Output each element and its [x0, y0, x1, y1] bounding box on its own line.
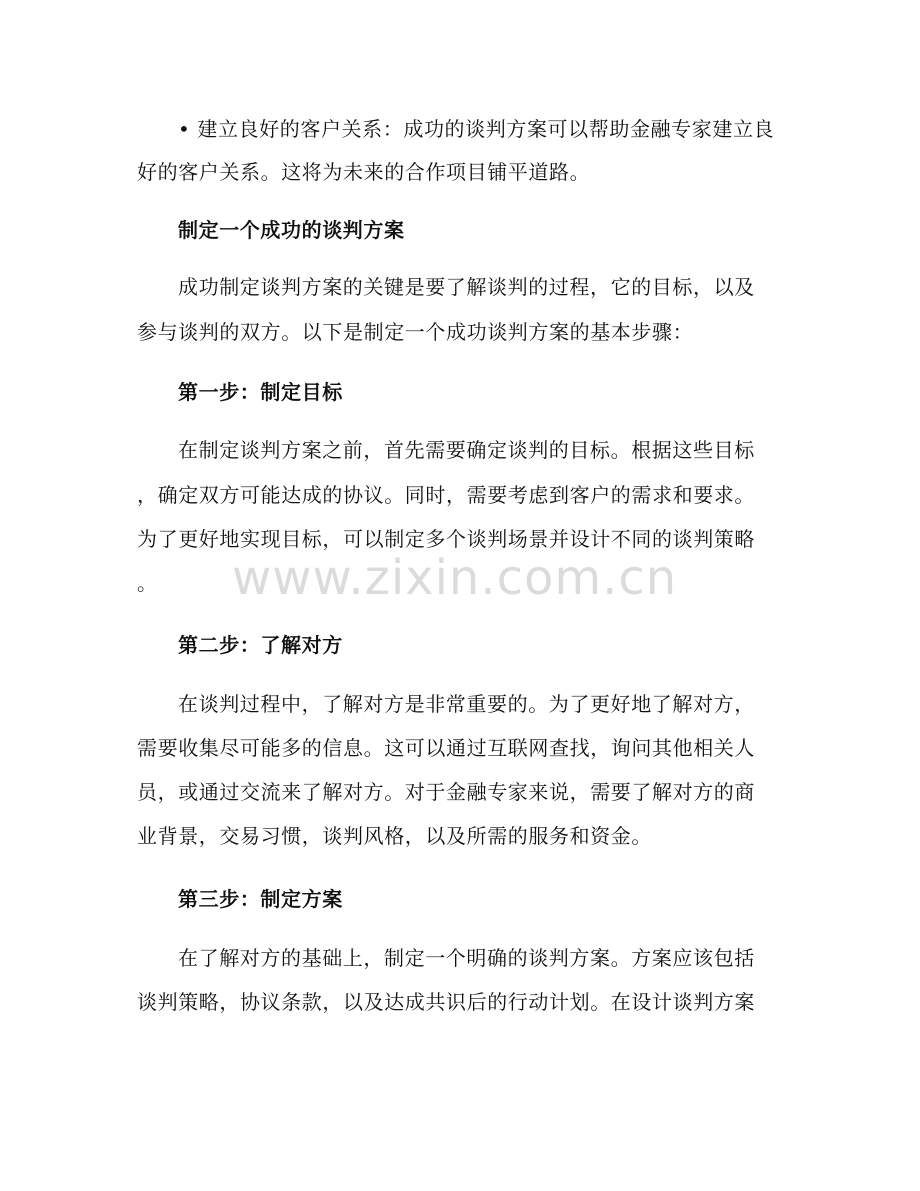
paragraph-line: 。	[137, 571, 158, 595]
paragraph-line: 成功制定谈判方案的关键是要了解谈判的过程，它的目标，以及	[178, 275, 755, 299]
paragraph-line: 在谈判过程中，了解对方是非常重要的。为了更好地了解对方，	[178, 692, 755, 716]
paragraph-line: 谈判策略，协议条款，以及达成共识后的行动计划。在设计谈判方案	[137, 990, 755, 1014]
paragraph-line: 需要收集尽可能多的信息。这可以通过互联网查找，询问其他相关人	[137, 736, 755, 760]
step-heading-1: 第一步：制定目标	[178, 380, 343, 404]
bullet-line-1: • 建立良好的客户关系：成功的谈判方案可以帮助金融专家建立良	[178, 117, 775, 141]
watermark: www.zixin.com.cn	[232, 550, 678, 606]
paragraph-line: 为了更好地实现目标，可以制定多个谈判场景并设计不同的谈判策略	[137, 527, 755, 551]
paragraph-line: 员，或通过交流来了解对方。对于金融专家来说，需要了解对方的商	[137, 780, 755, 804]
paragraph-line: 参与谈判的双方。以下是制定一个成功谈判方案的基本步骤：	[137, 320, 694, 344]
step-heading-3: 第三步：制定方案	[178, 887, 343, 911]
section-heading: 制定一个成功的谈判方案	[178, 218, 405, 242]
paragraph-line: ，确定双方可能达成的协议。同时，需要考虑到客户的需求和要求。	[137, 483, 755, 507]
paragraph-line: 好的客户关系。这将为未来的合作项目铺平道路。	[137, 160, 591, 184]
paragraph-line: 业背景，交易习惯，谈判风格，以及所需的服务和资金。	[137, 824, 652, 848]
paragraph-line: 在制定谈判方案之前，首先需要确定谈判的目标。根据这些目标	[178, 438, 755, 462]
step-heading-2: 第二步：了解对方	[178, 633, 343, 657]
paragraph-line: 在了解对方的基础上，制定一个明确的谈判方案。方案应该包括	[178, 946, 755, 970]
